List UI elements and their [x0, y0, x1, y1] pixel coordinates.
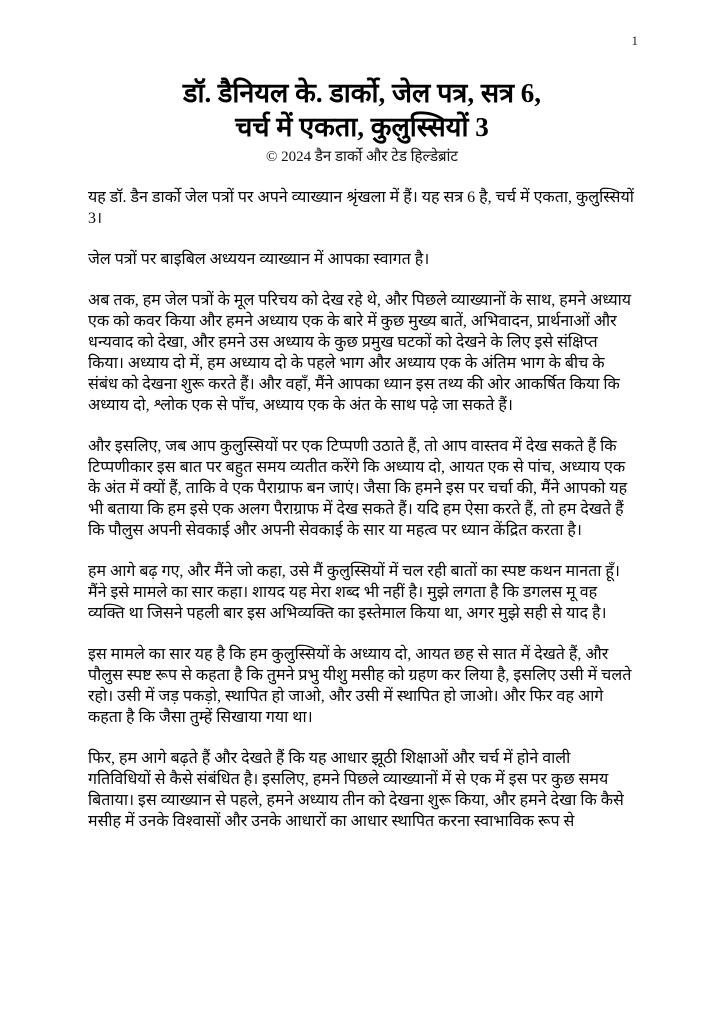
title-line-1: डॉ. डैनियल के. डार्को, जेल पत्र, सत्र 6,: [183, 78, 541, 108]
paragraph-false-teachings: फिर, हम आगे बढ़ते हैं और देखते हैं कि यह आधार झूठी शिक्षाओं और चर्च में होने वाली गतिविधियों से कैसे संबंधित है। इसलिए, हमने पिछले व्याख्यानों में से एक में इस पर कुछ समय बिताया। इस व्याख्यान से पहले, हमने अध्याय तीन को देखना शुरू किया, और हमने देखा कि कैसे मसीह में उनके विश्वासों और उनके आधारों का आधार स्थापित करना स्वाभाविक रूप से: [88, 750, 624, 830]
document-body: [88, 187, 636, 832]
title-line-2: चर्च में एकता, कुलुस्सियों 3: [235, 112, 489, 142]
paragraph-colossians-two-six-seven: इस मामले का सार यह है कि हम कुलुस्सियों के अध्याय दो, आयत छह से सात में देखते हैं, और पौलुस स्पष्ट रूप से कहता है कि तुमने प्रभु यीशु मसीह को ग्रहण कर लिया है, इसलिए उसी में चलते रहो। उसी में जड़ पकड़ो, स्थापित हो जाओ, और उसी में स्थापित हो जाओ। और फिर वह आगे कहता है कि जैसा तुम्हें सिखाया गया था।: [88, 646, 632, 726]
page-number: 1: [631, 33, 638, 48]
document-header: [0, 0, 724, 167]
paragraph-intro-series: यह डॉ. डैन डार्को जेल पत्रों पर अपने व्याख्यान श्रृंखला में हैं। यह सत्र 6 है, चर्च में एकता, कुलुस्सियों 3।: [88, 189, 634, 227]
paragraph-commentary-discussion: और इसलिए, जब आप कुलुस्सियों पर एक टिप्पणी उठाते हैं, तो आप वास्तव में देख सकते हैं कि टिप्पणीकार इस बात पर बहुत समय व्यतीत करेंगे कि अध्याय दो, आयत एक से पांच, अध्याय एक के अंत में क्यों हैं, ताकि वे एक पैराग्राफ बन जाएं। जैसा कि हमने इस पर चर्चा की, मैंने आपको यह भी बताया कि हम इसे एक अलग पैराग्राफ में देख सकते हैं। यदि हम ऐसा करते हैं, तो हम देखते हैं कि पौलुस अपनी सेवकाई और अपनी सेवकाई के सार या महत्व पर ध्यान केंद्रित करता है।: [88, 438, 628, 539]
paragraph-recap-chapter-one: अब तक, हम जेल पत्रों के मूल परिचय को देख रहे थे, और पिछले व्याख्यानों के साथ, हमने अध्याय एक को कवर किया और हमने अध्याय एक के बारे में कुछ मुख्य बातें, अभिवादन, प्रार्थनाओं और धन्यवाद को देखा, और हमने उस अध्याय के कुछ प्रमुख घटकों को देखने के लिए इसे संक्षिप्त किया। अध्याय दो में, हम अध्याय दो के पहले भाग और अध्याय एक के अंतिम भाग के बीच के संबंध को देखना शुरू करते हैं। और वहाँ, मैंने आपका ध्यान इस तथ्य की ओर आकर्षित किया कि अध्याय दो, श्लोक एक से पाँच, अध्याय एक के अंत के साथ पढ़े जा सकते हैं।: [88, 292, 632, 414]
paragraph-crux-of-matter: हम आगे बढ़ गए, और मैंने जो कहा, उसे मैं कुलुस्सियों में चल रही बातों का स्पष्ट कथन मानता हूँ। मैंने इसे मामले का सार कहा। शायद यह मेरा शब्द भी नहीं है। मुझे लगता है कि डगलस मू वह व्यक्ति था जिसने पहली बार इस अभिव्यक्ति का इस्तेमाल किया था, अगर मुझे सही से याद है।: [88, 563, 620, 622]
document-title: [0, 76, 724, 144]
copyright-line: © 2024 डैन डार्को और टेड हिल्डेब्रांट: [265, 149, 458, 165]
paragraph-welcome: जेल पत्रों पर बाइबिल अध्ययन व्याख्यान में आपका स्वागत है।: [88, 251, 430, 268]
